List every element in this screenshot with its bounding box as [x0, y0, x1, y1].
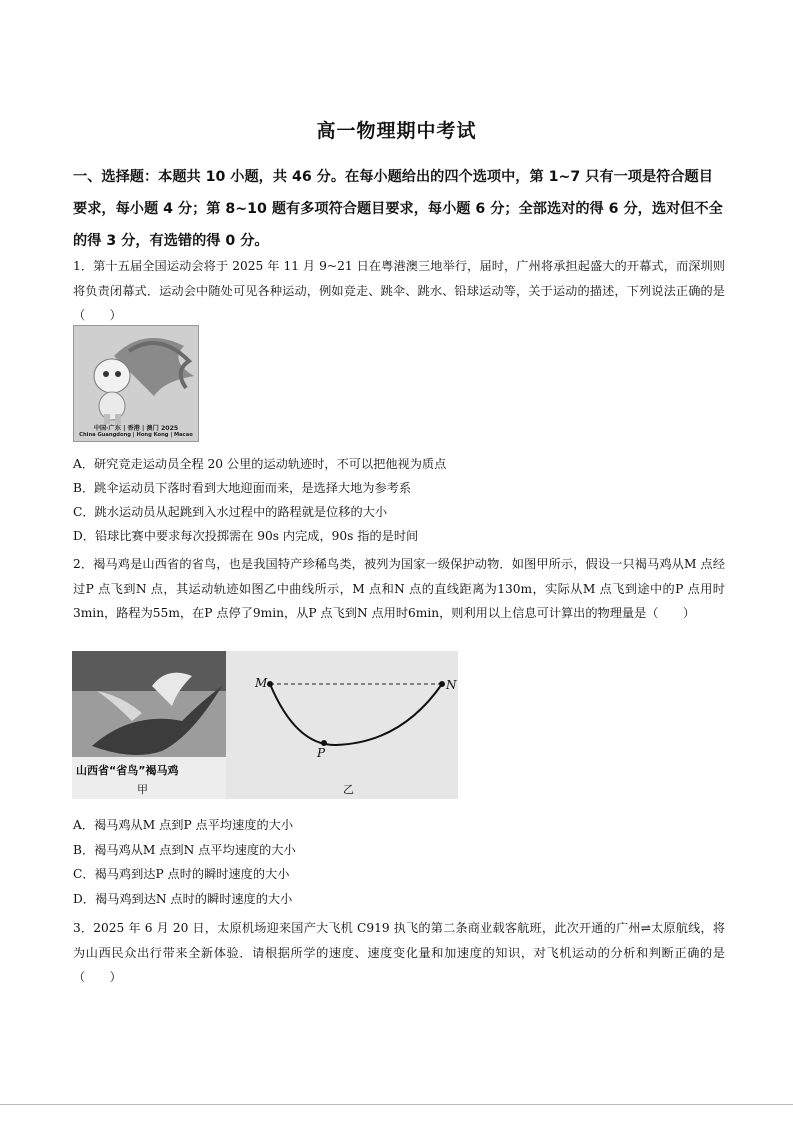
page-bottom-rule: [0, 1104, 793, 1105]
question-1-option-d: D．铅球比赛中要求每次投掷需在 90s 内完成，90s 指的是时间: [73, 529, 419, 543]
question-2-option-b: B．褐马鸡从M 点到N 点平均速度的大小: [73, 843, 296, 857]
mascot-caption-cn: 中国·广东 | 香港 | 澳门 2025: [93, 425, 179, 432]
mascot-caption-en: China Guangdong | Hong Kong | Macao: [79, 432, 193, 438]
point-n-dot: [439, 681, 445, 687]
question-1-option-a: A．研究竞走运动员全程 20 公里的运动轨迹时，不可以把他视为质点: [73, 457, 447, 471]
games-mascot-image: [73, 325, 199, 442]
question-2-option-a: A．褐马鸡从M 点到P 点平均速度的大小: [73, 818, 294, 832]
question-1-option-b: B．跳伞运动员下落时看到大地迎面而来，是选择大地为参考系: [73, 481, 412, 495]
figure-a-label: 甲: [137, 783, 148, 796]
question-2-figure: [72, 651, 458, 799]
question-2-stem: 2．褐马鸡是山西省的省鸟，也是我国特产珍稀鸟类，被列为国家一级保护动物．如图甲所示，假设一只褐马鸡从M 点经过P 点飞到N 点，其运动轨迹如图乙中曲线所示，M 点和N 点的直线距离为130m，实际从M 点飞到途中的P 点用时3min，路程为55m，在P 点停了9min，从P 点飞到N 点用时6min，则利用以上信息可计算出的物理量是（ ）: [73, 557, 725, 620]
question-2-option-d: D．褐马鸡到达N 点时的瞬时速度的大小: [73, 892, 293, 906]
flight-curve: [270, 684, 442, 745]
question-1-option-c: C．跳水运动员从起跳到入水过程中的路程就是位移的大小: [73, 505, 388, 519]
point-m-dot: [267, 681, 273, 687]
point-p-label: P: [317, 746, 326, 760]
figure-b-label: 乙: [343, 783, 354, 796]
exam-title: 高一物理期中考试: [316, 120, 477, 142]
question-1-stem: 1．第十五届全国运动会将于 2025 年 11 月 9~21 日在粤港澳三地举行，届时，广州将承担起盛大的开幕式，而深圳则将负责闭幕式．运动会中随处可见各种运动，例如竞走、跳伞、跳水、铅球运动等，关于运动的描述，下列说法正确的是（ ）: [73, 259, 725, 322]
question-2-option-c: C．褐马鸡到达P 点时的瞬时速度的大小: [73, 867, 290, 881]
trajectory-diagram: [226, 651, 458, 799]
question-3-stem: 3．2025 年 6 月 20 日，太原机场迎来国产大飞机 C919 执飞的第二条商业载客航班，此次开通的广州⇌太原航线，将为山西民众出行带来全新体验．请根据所学的速度、速度变化量和加速度的知识，对飞机运动的分析和判断正确的是（ ）: [73, 921, 725, 984]
brown-eared-pheasant-photo: [72, 651, 226, 799]
figure-a-caption: 山西省“省鸟”褐马鸡: [76, 764, 179, 777]
mascot-icon: [74, 326, 198, 441]
point-m-label: M: [255, 676, 268, 690]
point-n-label: N: [446, 678, 457, 692]
section-header: 一、选择题：本题共 10 小题，共 46 分。在每小题给出的四个选项中，第 1~7 只有一项是符合题目要求，每小题 4 分；第 8~10 题有多项符合题目要求，每小题 6 分；全部选对的得 6 分，选对但不全的得 3 分，有选错的得 0 分。: [73, 169, 723, 249]
